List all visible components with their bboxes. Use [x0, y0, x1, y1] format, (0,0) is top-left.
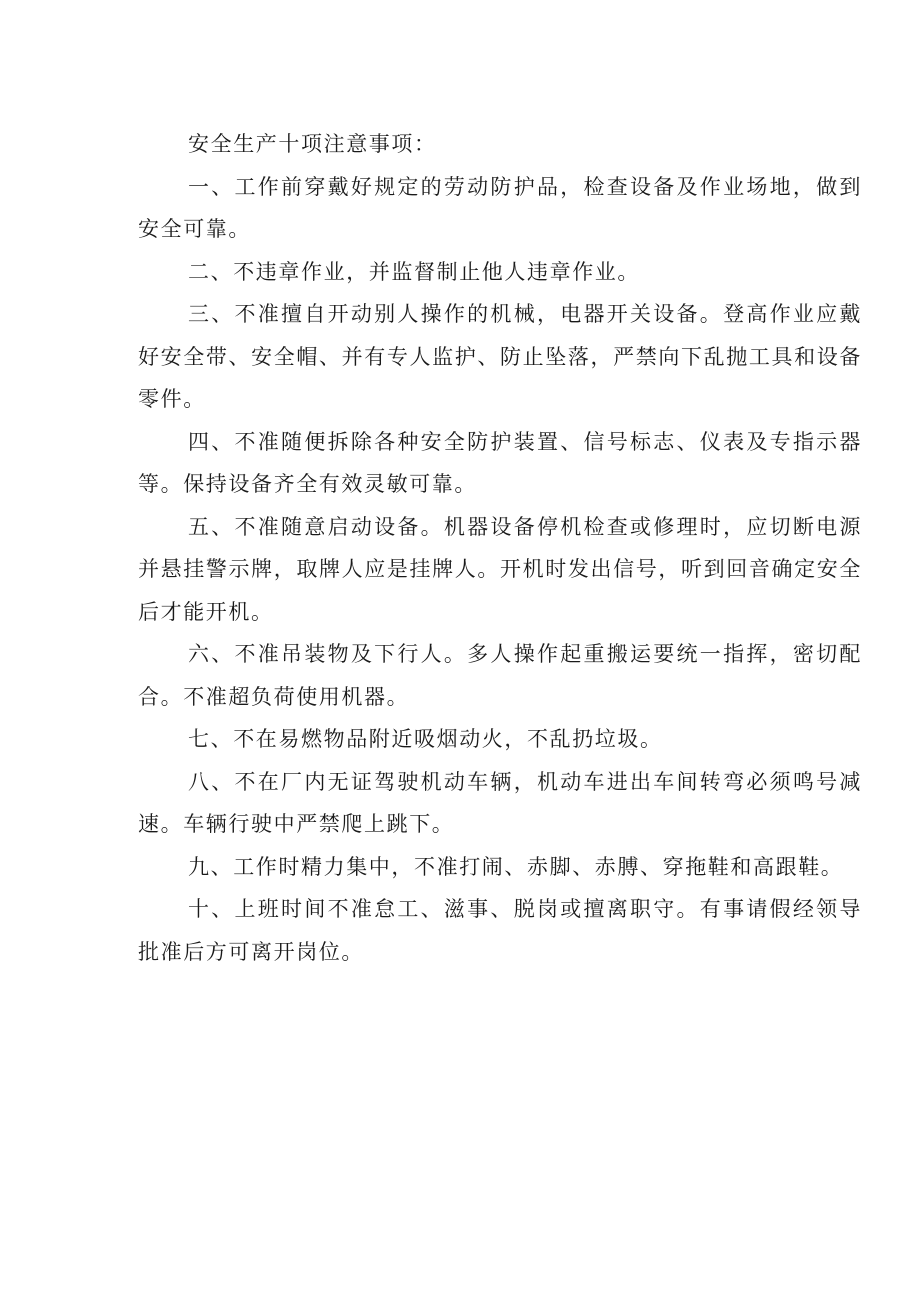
rule-item-1: 一、工作前穿戴好规定的劳动防护品，检查设备及作业场地，做到安全可靠。	[138, 174, 862, 241]
rule-item-9: 九、工作时精力集中，不准打闹、赤脚、赤膊、穿拖鞋和高跟鞋。	[188, 854, 844, 879]
rule-item-2: 二、不违章作业，并监督制止他人违章作业。	[188, 259, 640, 284]
rule-item-6: 六、不准吊装物及下行人。多人操作起重搬运要统一指挥，密切配合。不准超负荷使用机器。	[138, 642, 862, 709]
document-body	[138, 123, 862, 973]
document-heading: 安全生产十项注意事项：	[188, 132, 437, 156]
rule-item-10: 十、上班时间不准怠工、滋事、脱岗或擅离职守。有事请假经领导批准后方可离开岗位。	[138, 897, 862, 964]
rule-item-8: 八、不在厂内无证驾驶机动车辆，机动车进出车间转弯必须鸣号减速。车辆行驶中严禁爬上跳下。	[138, 769, 862, 836]
rule-item-7: 七、不在易燃物品附近吸烟动火，不乱扔垃圾。	[188, 727, 663, 751]
rule-item-4: 四、不准随便拆除各种安全防护装置、信号标志、仪表及专指示器等。保持设备齐全有效灵敏可靠。	[138, 429, 862, 496]
rule-item-3: 三、不准擅自开动别人操作的机械，电器开关设备。登高作业应戴好安全带、安全帽、并有专人监护、防止坠落，严禁向下乱抛工具和设备零件。	[138, 302, 862, 411]
rule-item-5: 五、不准随意启动设备。机器设备停机检查或修理时，应切断电源并悬挂警示牌，取牌人应是挂牌人。开机时发出信号，听到回音确定安全后才能开机。	[138, 514, 862, 624]
